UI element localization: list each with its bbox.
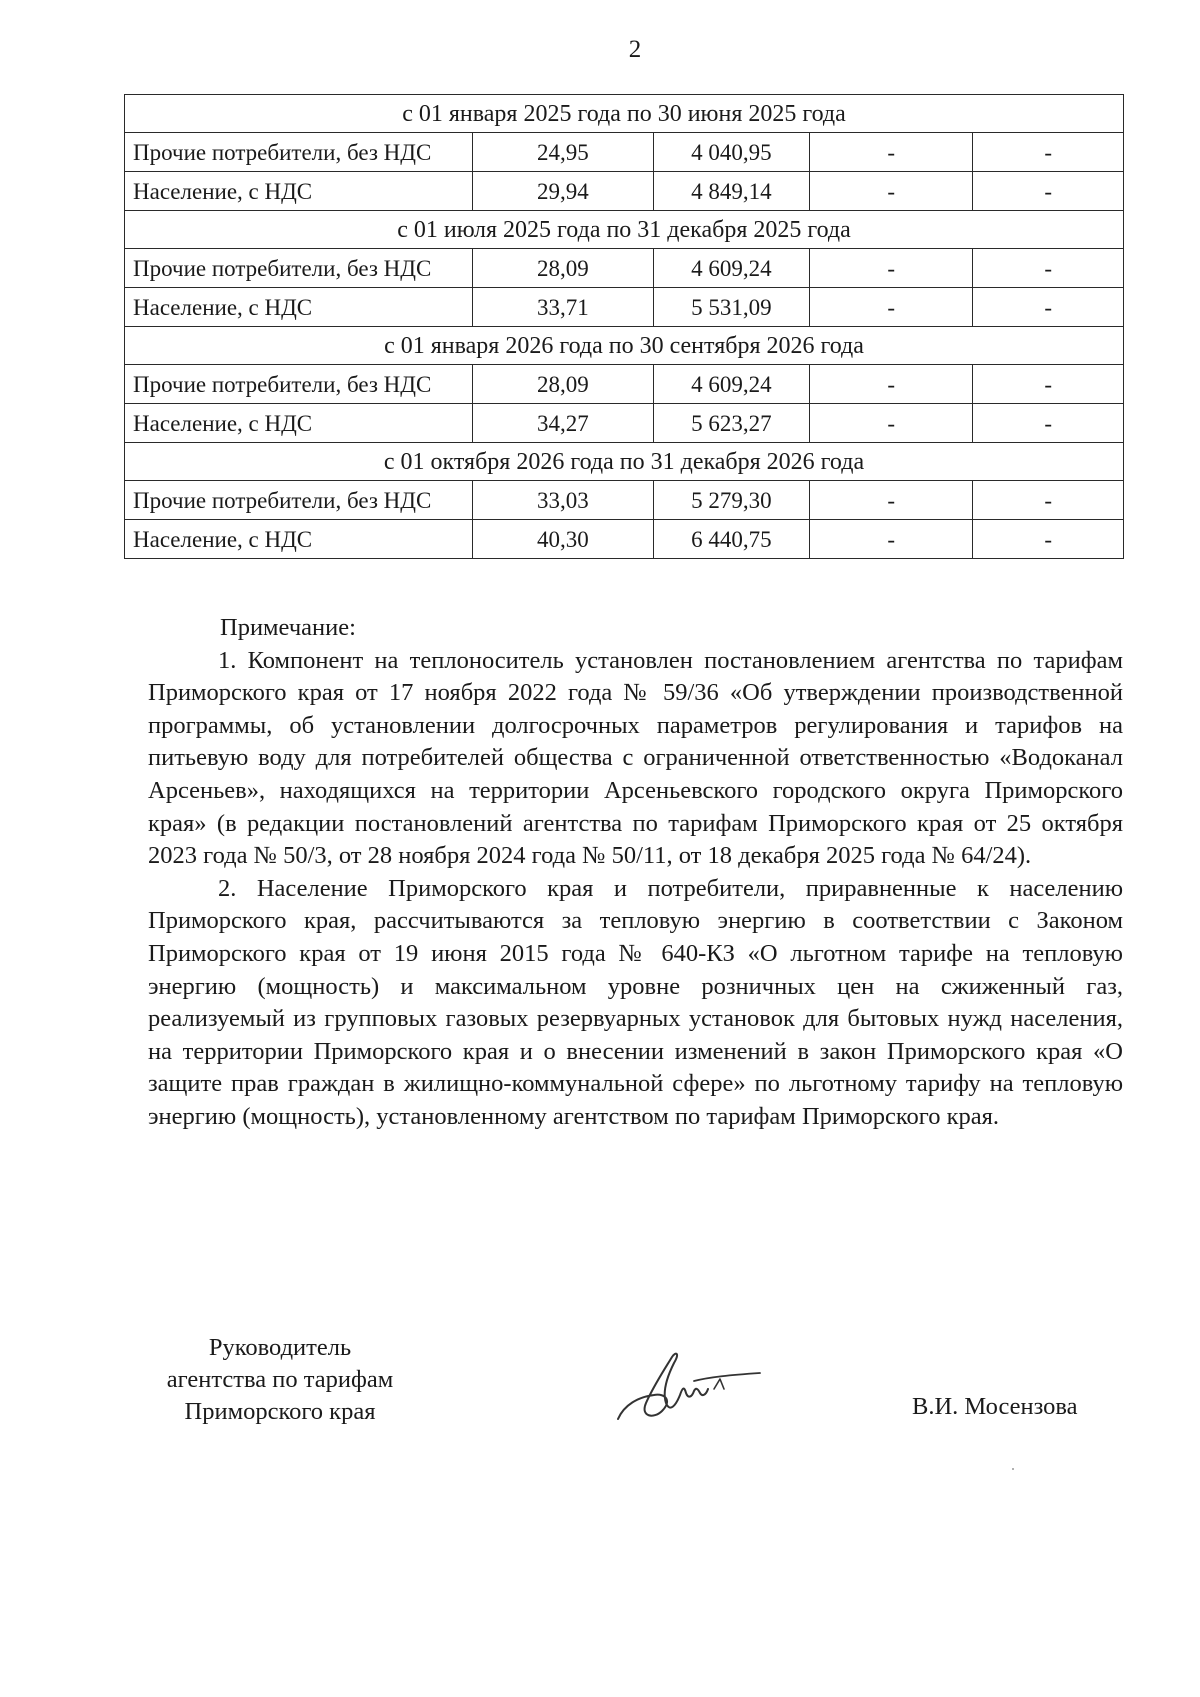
consumer-cell: Прочие потребители, без НДС xyxy=(125,249,473,288)
value4-cell: - xyxy=(973,249,1124,288)
value4-cell: - xyxy=(973,365,1124,404)
value4-cell: - xyxy=(973,481,1124,520)
value4-cell: - xyxy=(973,520,1124,559)
consumer-cell: Население, с НДС xyxy=(125,172,473,211)
table-row xyxy=(125,249,1124,288)
signature-stroke xyxy=(618,1354,708,1419)
table-row xyxy=(125,520,1124,559)
value2-cell: 4 609,24 xyxy=(653,249,809,288)
signature-tick xyxy=(714,1379,724,1389)
handwritten-signature xyxy=(610,1345,770,1425)
table-row xyxy=(125,481,1124,520)
value3-cell: - xyxy=(809,288,973,327)
value3-cell: - xyxy=(809,365,973,404)
value2-cell: 4 849,14 xyxy=(653,172,809,211)
table-row xyxy=(125,404,1124,443)
value1-cell: 33,03 xyxy=(472,481,653,520)
period-label: с 01 июля 2025 года по 31 декабря 2025 года xyxy=(125,211,1124,249)
consumer-cell: Прочие потребители, без НДС xyxy=(125,481,473,520)
period-row xyxy=(125,327,1124,365)
value2-cell: 5 623,27 xyxy=(653,404,809,443)
value1-cell: 28,09 xyxy=(472,249,653,288)
value4-cell: - xyxy=(973,133,1124,172)
period-label: с 01 октября 2026 года по 31 декабря 2026 года xyxy=(125,443,1124,481)
value2-cell: 5 531,09 xyxy=(653,288,809,327)
value1-cell: 29,94 xyxy=(472,172,653,211)
value4-cell: - xyxy=(973,404,1124,443)
consumer-cell: Население, с НДС xyxy=(125,288,473,327)
table-row xyxy=(125,365,1124,404)
page-number: 2 xyxy=(628,36,642,63)
period-row xyxy=(125,211,1124,249)
value2-cell: 4 609,24 xyxy=(653,365,809,404)
tariff-table xyxy=(124,94,1124,559)
value1-cell: 40,30 xyxy=(472,520,653,559)
value3-cell: - xyxy=(809,481,973,520)
value1-cell: 28,09 xyxy=(472,365,653,404)
position-line: Руководитель xyxy=(208,1334,352,1361)
period-row xyxy=(125,443,1124,481)
note-item: 1. Компонент на теплоноситель установлен постановлением агентства по тарифам Приморского края от 17 ноября 2022 года № 59/36 «Об утверждении производственной программы, об установлении долгосрочных параметров регулирования и тарифов на питьевую воду для потребителей общества с ограниченной ответственностью «Водоканал Арсеньев», находящихся на территории Арсеньевского городского округа Приморского края» (в редакции постановлений агентства по тарифам Приморского края от 25 октября 2023 года № 50/3, от 28 ноября 2024 года № 50/11, от 18 декабря 2025 года № 64/24). xyxy=(148,646,1123,870)
value3-cell: - xyxy=(809,249,973,288)
signer-name: В.И. Мосензова xyxy=(912,1393,1078,1420)
value1-cell: 33,71 xyxy=(472,288,653,327)
value4-cell: - xyxy=(973,172,1124,211)
position-line: агентства по тарифам xyxy=(166,1366,394,1393)
value4-cell: - xyxy=(973,288,1124,327)
period-row xyxy=(125,95,1124,133)
table-row xyxy=(125,133,1124,172)
consumer-cell: Прочие потребители, без НДС xyxy=(125,365,473,404)
value3-cell: - xyxy=(809,133,973,172)
note-item: 2. Население Приморского края и потребители, приравненные к населению Приморского края, рассчитываются за тепловую энергию в соответствии с Законом Приморского края от 19 июня 2015 года № 640-КЗ «О льготном тарифе на тепловую энергию (мощность) и максимальном уровне розничных цен на сжиженный газ, реализуемый из групповых газовых резервуарных установок для бытовых нужд населения, на территории Приморского края и о внесении изменений в закон Приморского края «О защите прав граждан в жилищно-коммунальной сфере» по льготному тарифу на тепловую энергию (мощность), установленному агентством по тарифам Приморского края. xyxy=(148,874,1123,1130)
value2-cell: 5 279,30 xyxy=(653,481,809,520)
consumer-cell: Прочие потребители, без НДС xyxy=(125,133,473,172)
table-row xyxy=(125,172,1124,211)
value1-cell: 34,27 xyxy=(472,404,653,443)
notes-section xyxy=(148,612,1123,1134)
value2-cell: 6 440,75 xyxy=(653,520,809,559)
value3-cell: - xyxy=(809,404,973,443)
scan-speck xyxy=(1012,1468,1014,1470)
value3-cell: - xyxy=(809,172,973,211)
period-label: с 01 января 2025 года по 30 июня 2025 года xyxy=(125,95,1124,133)
value1-cell: 24,95 xyxy=(472,133,653,172)
signer-position xyxy=(130,1332,430,1428)
value2-cell: 4 040,95 xyxy=(653,133,809,172)
notes-heading: Примечание: xyxy=(220,614,356,641)
value3-cell: - xyxy=(809,520,973,559)
signature-underline xyxy=(694,1373,760,1381)
table-row xyxy=(125,288,1124,327)
consumer-cell: Население, с НДС xyxy=(125,404,473,443)
consumer-cell: Население, с НДС xyxy=(125,520,473,559)
position-line: Приморского края xyxy=(184,1398,376,1425)
period-label: с 01 января 2026 года по 30 сентября 2026 года xyxy=(125,327,1124,365)
